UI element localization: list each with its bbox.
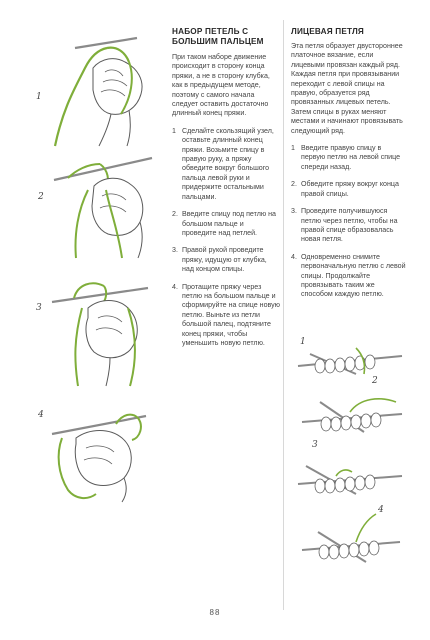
step-text: Проведите получившуюся петлю через петлю, чтобы на правой спице образовалась новая петля. <box>301 207 398 244</box>
knit-stitch-illustration-4 <box>300 512 404 572</box>
figure-label-3: 3 <box>312 440 318 450</box>
figure-label-1: 1 <box>36 92 42 102</box>
step-number: 2. <box>172 210 178 219</box>
step-item <box>172 210 280 238</box>
step-item <box>172 246 280 274</box>
column-divider <box>283 20 284 610</box>
step-item <box>172 127 280 202</box>
cast-on-steps <box>172 127 280 349</box>
knit-steps <box>291 144 407 300</box>
step-number: 4. <box>291 252 297 261</box>
section-title-cast-on: НАБОР ПЕТЕЛЬ С БОЛЬШИМ ПАЛЬЦЕМ <box>172 27 264 46</box>
step-item <box>291 253 407 300</box>
step-item <box>291 207 407 245</box>
step-number: 3. <box>291 207 297 216</box>
step-number: 1 <box>291 144 295 153</box>
section-title-knit-stitch: ЛИЦЕВАЯ ПЕТЛЯ <box>291 27 365 36</box>
step-text: Сделайте скользящий узел, оставьте длинный конец пряжи. Возьмите спицу в правую руку, а пряжу обведите вокруг большого пальца левой руки и придержите остальными пальцами. <box>182 126 274 201</box>
figure-label-2: 2 <box>372 376 378 386</box>
figure-label-1: 1 <box>300 337 306 347</box>
step-number: 4. <box>172 282 178 291</box>
page-number: 88 <box>209 608 221 617</box>
step-item <box>291 180 407 199</box>
thumb-method-illustration-2 <box>48 150 156 260</box>
step-item <box>291 144 407 172</box>
knit-stitch-illustration-3 <box>296 456 404 502</box>
knit-stitch-illustration-1 <box>296 344 404 384</box>
figure-label-4: 4 <box>38 410 44 420</box>
step-text: Обведите пряжу вокруг конца правой спицы. <box>301 180 399 198</box>
thumb-method-illustration-4 <box>46 394 156 504</box>
step-text: Протащите пряжу через петлю на большом пальце и сформируйте на спице новую петлю. Выньте из петли большой палец, подтяните конец пряжи, чтобы уменьшить новую петлю. <box>182 282 280 347</box>
section-intro-knit-stitch: Эта петля образует двустороннее платочное вязание, если лицевыми провязан каждый ряд. Каждая петля при провязывании переходит с левой спицы на правую, образуется ряд провязанных лицевых петель. Затем спицы в руках меняют местами и начинают провязывать следующий ряд. <box>291 42 403 135</box>
step-text: Введите правую спицу в первую петлю на левой спице спереди назад. <box>301 144 401 171</box>
knit-stitch-section <box>291 27 407 300</box>
figure-label-3: 3 <box>36 303 42 313</box>
figure-label-2: 2 <box>38 192 44 202</box>
section-intro-cast-on: При таком наборе движение происходит в сторону конца пряжи, а не в сторону клубка, как в предыдущем методе, поэтому с самого начала следует оставить достаточно длинный конец пряжи. <box>172 53 270 118</box>
step-number: 1 <box>172 126 176 135</box>
step-number: 3. <box>172 246 178 255</box>
step-number: 2. <box>291 180 297 189</box>
step-text: Введите спицу под петлю на большом пальце и проведите над петлей. <box>182 210 277 237</box>
thumb-method-illustration-3 <box>48 268 158 388</box>
step-item <box>172 283 280 349</box>
step-text: Правой рукой проведите пряжу, идущую от клубка, над концом спицы. <box>182 246 267 274</box>
step-text: Одновременно снимите первоначальную петлю с левой спицы. Продолжайте провязывать таким же способом каждую петлю. <box>301 252 406 299</box>
cast-on-thumb-section <box>172 27 280 348</box>
thumb-method-illustration-1 <box>45 28 155 148</box>
figure-label-4: 4 <box>378 505 384 515</box>
knit-stitch-illustration-2 <box>300 392 404 442</box>
